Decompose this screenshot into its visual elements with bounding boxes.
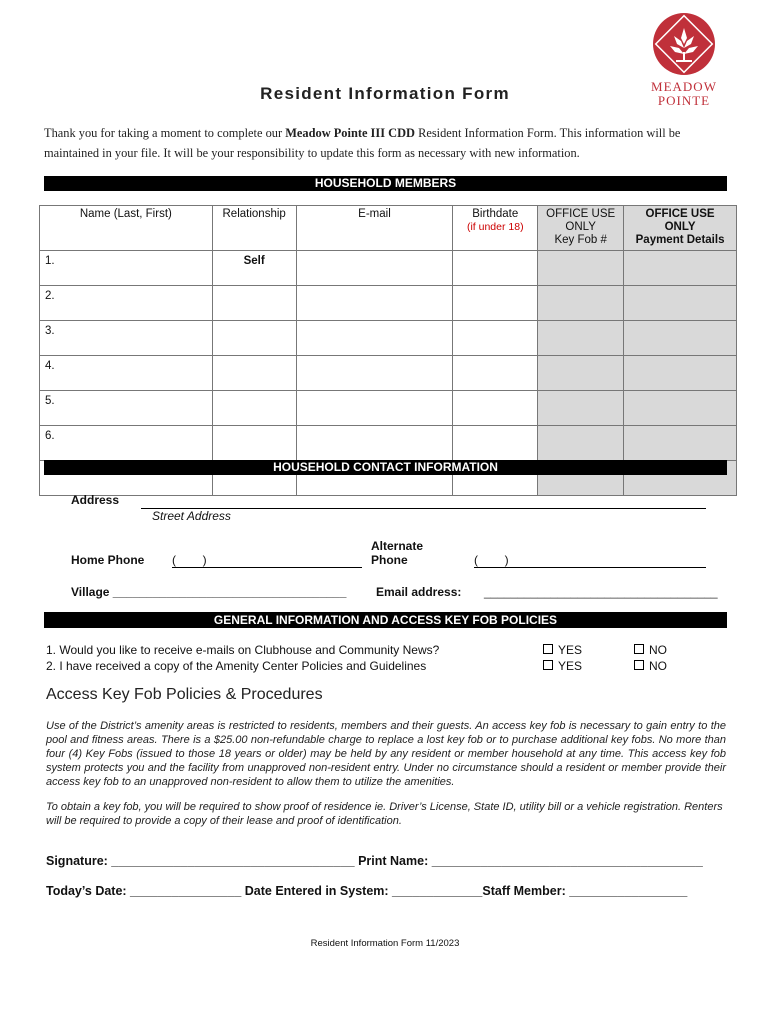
- row-5-name[interactable]: 5.: [40, 391, 213, 426]
- q1-yes-option[interactable]: [543, 643, 582, 657]
- row-4-relationship[interactable]: [212, 356, 296, 391]
- household-table-header: [40, 206, 737, 251]
- row-1-email[interactable]: [296, 251, 453, 286]
- table-row: [40, 321, 737, 356]
- row-5-birthdate[interactable]: [453, 391, 538, 426]
- intro-part2: Resident Information Form. This information will be maintained in your file. It will be your responsibility to update this form as necessary with new information.: [44, 126, 681, 160]
- row-1-birthdate[interactable]: [453, 251, 538, 286]
- col-office-payment: [624, 206, 737, 251]
- col-birthdate-label: Birthdate: [472, 208, 519, 220]
- col-relationship: Relationship: [212, 206, 296, 251]
- row-1-name[interactable]: 1.: [40, 251, 213, 286]
- q1-no-option[interactable]: [634, 643, 667, 657]
- checkbox-icon[interactable]: [634, 660, 644, 670]
- row-3-name[interactable]: 3.: [40, 321, 213, 356]
- logo-text-pointe: POINTE: [657, 93, 711, 108]
- row-5-office-payment: [624, 391, 737, 426]
- row-1-office-payment: [624, 251, 737, 286]
- q2-yes-option[interactable]: [543, 659, 582, 673]
- household-table: [39, 205, 737, 496]
- policies-paragraph-1: Use of the District’s amenity areas is restricted to residents, members and their guests. An access key fob is necessary to gain entry to the pool and fitness areas. There is a $25.00 non-refundable charge to replace a lost key fob or to purchase additional key fobs. No more than four (4) Key Fobs (issued to those 18 years or older) may be held by any resident or member household at any time. This access key fob system protects you and the facility from unapproved non-resident entry. Under no circumstance should a resident or member provide their access key fob to an unapproved non-resident to allow them to utilize the amenities.: [46, 720, 726, 788]
- office1-l2: ONLY: [565, 221, 596, 233]
- q2-no-label: NO: [649, 659, 667, 673]
- office1-l1: OFFICE USE: [546, 208, 616, 220]
- flower-logo-icon: [652, 12, 716, 76]
- row-2-office-payment: [624, 286, 737, 321]
- office2-l1: OFFICE USE: [645, 208, 715, 220]
- office2-l2: ONLY: [664, 221, 696, 233]
- row-1-relationship[interactable]: Self: [212, 251, 296, 286]
- office2-l3: Payment Details: [635, 234, 725, 246]
- row-4-office-payment: [624, 356, 737, 391]
- page-title: Resident Information Form: [260, 84, 510, 103]
- q2-no-option[interactable]: [634, 659, 667, 673]
- table-row: [40, 426, 737, 461]
- row-3-office-payment: [624, 321, 737, 356]
- q1-no-label: NO: [649, 643, 667, 657]
- row-4-birthdate[interactable]: [453, 356, 538, 391]
- row-6-name[interactable]: 6.: [40, 426, 213, 461]
- row-2-office-keyfob: [538, 286, 624, 321]
- date-line[interactable]: Today’s Date: ________________ Date Entered in System: _____________Staff Member: _________________: [46, 884, 688, 898]
- row-5-email[interactable]: [296, 391, 453, 426]
- village-field[interactable]: Village ___________________________________: [71, 585, 347, 599]
- intro-bold: Meadow Pointe III CDD: [285, 126, 415, 140]
- household-members-header: HOUSEHOLD MEMBERS: [44, 176, 727, 191]
- intro-text: [44, 123, 734, 163]
- q1-yes-label: YES: [558, 643, 583, 657]
- checkbox-icon[interactable]: [543, 660, 553, 670]
- home-phone-label: Home Phone: [71, 553, 145, 567]
- household-contact-header: HOUSEHOLD CONTACT INFORMATION: [44, 460, 727, 475]
- row-4-email[interactable]: [296, 356, 453, 391]
- row-1-office-keyfob: [538, 251, 624, 286]
- row-5-relationship[interactable]: [212, 391, 296, 426]
- q2-yes-label: YES: [558, 659, 583, 673]
- row-2-email[interactable]: [296, 286, 453, 321]
- row-6-birthdate[interactable]: [453, 426, 538, 461]
- alternate-label: Alternate: [371, 539, 424, 553]
- table-row: [40, 286, 737, 321]
- col-email: E-mail: [296, 206, 453, 251]
- row-6-email[interactable]: [296, 426, 453, 461]
- alternate-phone-input[interactable]: ( ): [474, 553, 706, 568]
- phone-label: Phone: [371, 553, 408, 567]
- signature-line[interactable]: Signature: ___________________________________ Print Name: _______________________________________: [46, 854, 703, 868]
- policies-heading: Access Key Fob Policies & Procedures: [46, 686, 323, 703]
- row-2-relationship[interactable]: [212, 286, 296, 321]
- checkbox-icon[interactable]: [634, 644, 644, 654]
- row-6-relationship[interactable]: [212, 426, 296, 461]
- checkbox-icon[interactable]: [543, 644, 553, 654]
- address-input[interactable]: [141, 494, 706, 509]
- row-4-name[interactable]: 4.: [40, 356, 213, 391]
- row-3-relationship[interactable]: [212, 321, 296, 356]
- question-1: 1. Would you like to receive e-mails on Clubhouse and Community News?: [46, 643, 440, 657]
- home-phone-input[interactable]: ( ): [172, 553, 362, 568]
- row-3-birthdate[interactable]: [453, 321, 538, 356]
- col-name: Name (Last, First): [40, 206, 213, 251]
- col-office-keyfob: [538, 206, 624, 251]
- row-3-office-keyfob: [538, 321, 624, 356]
- street-address-hint: Street Address: [152, 509, 231, 523]
- row-5-office-keyfob: [538, 391, 624, 426]
- row-2-name[interactable]: 2.: [40, 286, 213, 321]
- table-row: [40, 391, 737, 426]
- row-6-office-keyfob: [538, 426, 624, 461]
- table-row: [40, 356, 737, 391]
- general-info-header: GENERAL INFORMATION AND ACCESS KEY FOB POLICIES: [44, 612, 727, 628]
- address-label: Address: [71, 493, 120, 507]
- row-4-office-keyfob: [538, 356, 624, 391]
- logo-text-meadow: MEADOW: [651, 79, 717, 94]
- question-2: 2. I have received a copy of the Amenity Center Policies and Guidelines: [46, 659, 427, 673]
- office1-l3: Key Fob #: [554, 234, 607, 246]
- policies-paragraph-2: To obtain a key fob, you will be required to show proof of residence ie. Driver’s License, State ID, utility bill or a vehicle registration. Renters will be required to provide a copy of their lease and proof of identification.: [46, 801, 723, 827]
- intro-part1: Thank you for taking a moment to complete our: [44, 126, 286, 140]
- page-footer: Resident Information Form 11/2023: [310, 938, 460, 949]
- col-birthdate-note: (if under 18): [466, 221, 524, 233]
- email-address-input[interactable]: ___________________________________: [484, 585, 718, 599]
- row-3-email[interactable]: [296, 321, 453, 356]
- col-birthdate: [453, 206, 538, 251]
- email-address-label: Email address:: [376, 585, 462, 599]
- table-row: [40, 251, 737, 286]
- row-6-office-payment: [624, 426, 737, 461]
- row-2-birthdate[interactable]: [453, 286, 538, 321]
